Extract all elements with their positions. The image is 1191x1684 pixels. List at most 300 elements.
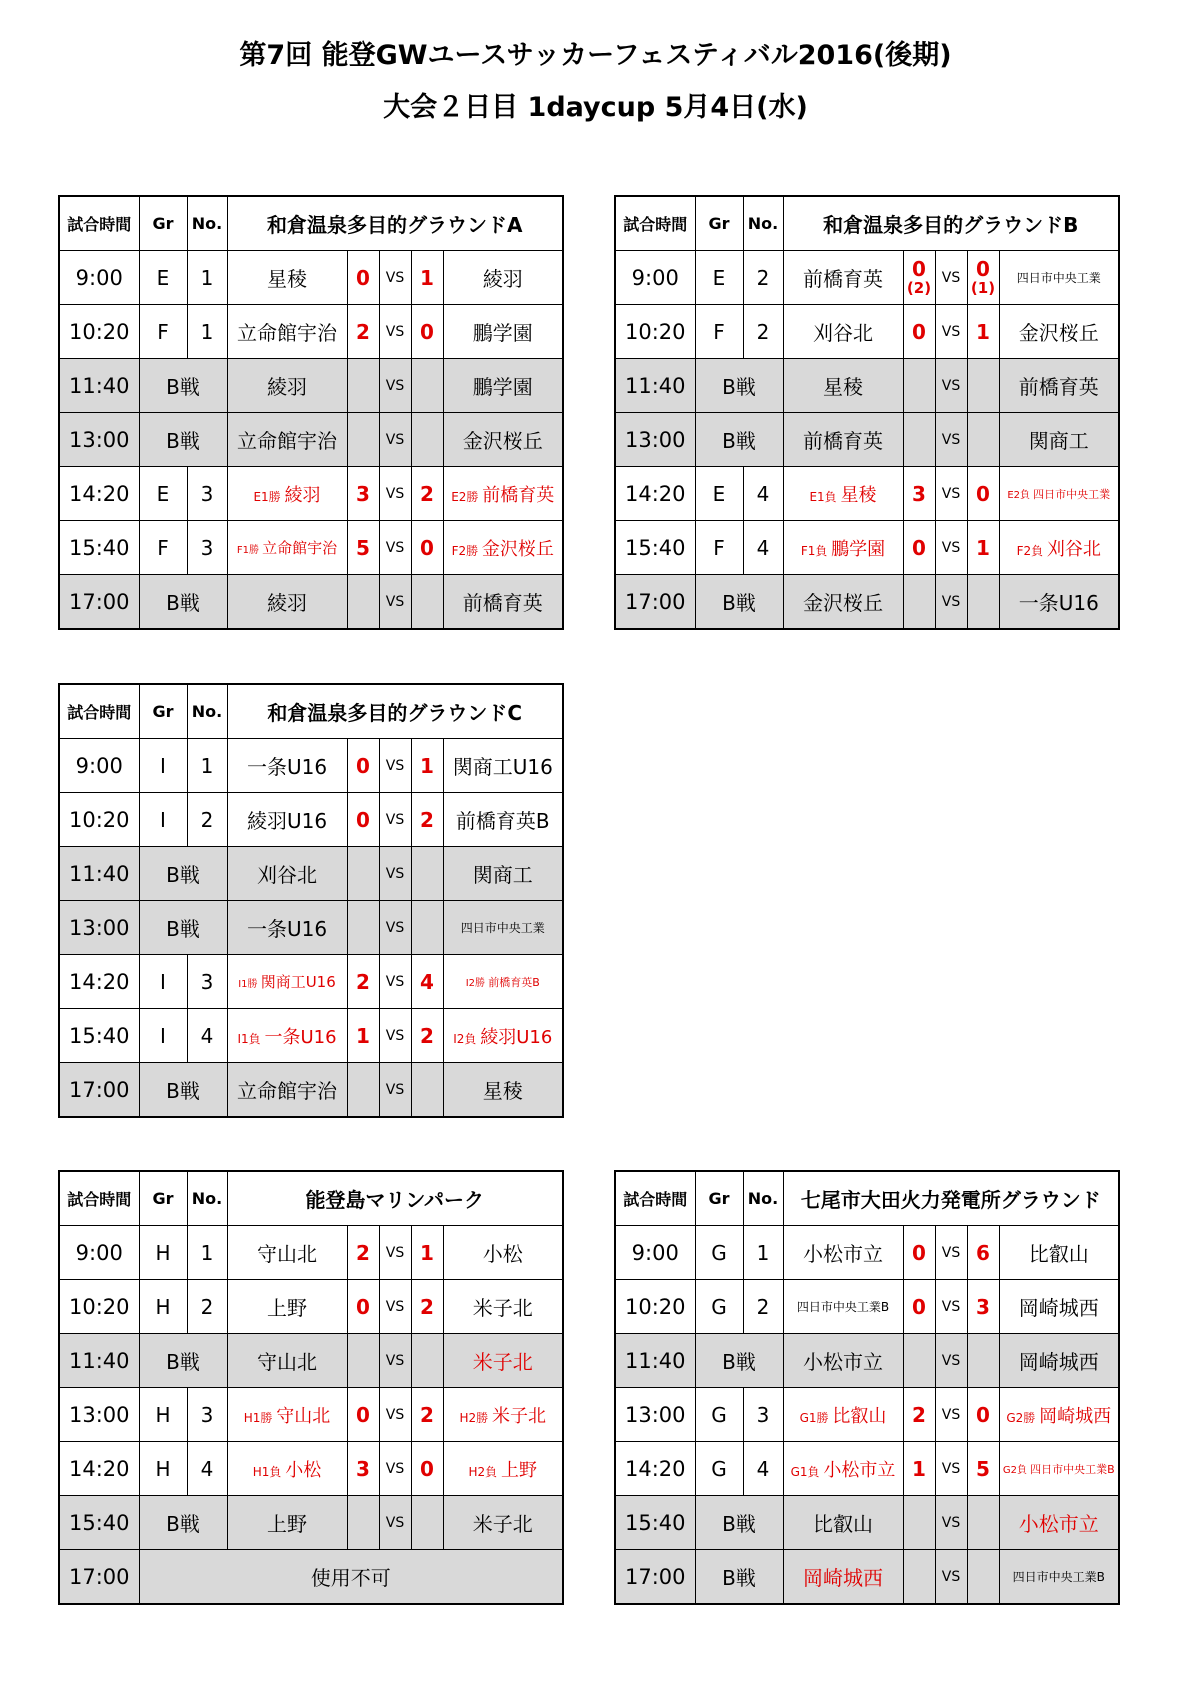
away-team (999, 305, 1119, 359)
team-name: 金沢桜丘 (1018, 321, 1099, 345)
seed-label: F2負 (1016, 543, 1047, 558)
home-team (227, 467, 347, 521)
away-team (999, 467, 1119, 521)
score-value: 0 (912, 257, 926, 281)
team-name: 関商工 (1028, 429, 1089, 453)
table-row (59, 467, 563, 521)
home-team (227, 901, 347, 955)
team-name: 関商工U16 (452, 755, 553, 779)
away-team (443, 1280, 563, 1334)
match-no: 2 (743, 305, 783, 359)
home-team (227, 1442, 347, 1496)
away-team (999, 575, 1119, 630)
match-time: 11:40 (615, 1334, 695, 1388)
b-match-label: B戦 (139, 901, 227, 955)
away-team (443, 847, 563, 901)
match-time: 15:40 (615, 521, 695, 575)
table-row (59, 739, 563, 793)
home-score (903, 305, 935, 359)
team-name: 守山北 (276, 1405, 331, 1427)
home-team (227, 739, 347, 793)
match-no: 2 (187, 1280, 227, 1334)
score-value: 5 (356, 535, 370, 560)
team-name: 米子北 (491, 1405, 546, 1427)
home-team (783, 359, 903, 413)
home-score (347, 1496, 379, 1550)
schedule-table (58, 1170, 564, 1605)
vs-label: VS (935, 1550, 967, 1605)
away-team (999, 1280, 1119, 1334)
match-time: 10:20 (615, 305, 695, 359)
table-row (59, 1009, 563, 1063)
table-row (615, 1226, 1119, 1280)
group-cell: I (139, 739, 187, 793)
b-match-label: B戦 (139, 413, 227, 467)
team-name: 星稜 (823, 375, 863, 399)
group-cell: I (139, 955, 187, 1009)
table-row (615, 1442, 1119, 1496)
away-score (411, 901, 443, 955)
team-name: 星稜 (840, 484, 877, 506)
home-team (783, 1280, 903, 1334)
match-time: 13:00 (615, 413, 695, 467)
away-score (411, 847, 443, 901)
away-team (443, 793, 563, 847)
away-score (967, 1226, 999, 1280)
header-time: 試合時間 (59, 684, 139, 739)
vs-label: VS (379, 1334, 411, 1388)
away-score (967, 1550, 999, 1605)
match-time: 9:00 (615, 251, 695, 305)
home-score (903, 521, 935, 575)
vs-label: VS (379, 1063, 411, 1118)
group-cell: E (695, 251, 743, 305)
match-no: 1 (743, 1226, 783, 1280)
match-time: 15:40 (59, 521, 139, 575)
score-value: 2 (420, 1294, 434, 1319)
group-cell: E (695, 467, 743, 521)
table-row (59, 1226, 563, 1280)
match-time: 14:20 (615, 467, 695, 521)
home-team (783, 1550, 903, 1605)
vs-label: VS (379, 359, 411, 413)
table-row (59, 251, 563, 305)
score-value: 0 (420, 535, 434, 560)
score-value: 0 (420, 319, 434, 344)
away-team (443, 251, 563, 305)
pk-score: (2) (906, 279, 932, 297)
table-row (615, 521, 1119, 575)
match-time: 14:20 (615, 1442, 695, 1496)
home-score (347, 739, 379, 793)
match-time: 11:40 (59, 359, 139, 413)
team-name: 星稜 (267, 267, 307, 291)
home-score (347, 1009, 379, 1063)
score-value: 6 (976, 1240, 990, 1265)
match-time: 13:00 (615, 1388, 695, 1442)
away-score (967, 359, 999, 413)
match-time: 17:00 (59, 1550, 139, 1605)
b-match-label: B戦 (695, 575, 783, 630)
table-header-row (59, 1171, 563, 1226)
home-score (347, 955, 379, 1009)
group-cell: I (139, 1009, 187, 1063)
home-score (903, 413, 935, 467)
seed-label: I2負 (453, 1031, 481, 1046)
table-row (615, 575, 1119, 630)
team-name: 米子北 (472, 1512, 533, 1536)
vs-label: VS (935, 1226, 967, 1280)
group-cell: H (139, 1280, 187, 1334)
home-score (347, 1442, 379, 1496)
home-score (347, 1280, 379, 1334)
away-score (411, 1496, 443, 1550)
away-team (443, 305, 563, 359)
home-team (783, 575, 903, 630)
header-no: No. (187, 1171, 227, 1226)
header-gr: Gr (139, 1171, 187, 1226)
score-value: 5 (976, 1456, 990, 1481)
team-name: 比叡山 (832, 1405, 887, 1427)
vs-label: VS (379, 955, 411, 1009)
match-time: 15:40 (59, 1009, 139, 1063)
seed-label: H1勝 (243, 1410, 277, 1425)
group-cell: H (139, 1388, 187, 1442)
team-name: 一条U16 (246, 917, 328, 941)
score-value: 2 (420, 807, 434, 832)
seed-label: G2負 (1002, 1464, 1031, 1476)
team-name: 前橋育英B (455, 809, 550, 833)
away-team (443, 521, 563, 575)
match-no: 3 (187, 521, 227, 575)
b-match-label: B戦 (695, 413, 783, 467)
b-match-label: B戦 (139, 359, 227, 413)
vs-label: VS (379, 575, 411, 630)
b-match-label: B戦 (139, 847, 227, 901)
seed-label: E2勝 (451, 489, 483, 504)
score-value: 1 (420, 265, 434, 290)
home-score (347, 1334, 379, 1388)
away-score (411, 1388, 443, 1442)
match-no: 2 (187, 793, 227, 847)
team-name: 刈谷北 (813, 321, 873, 345)
table-row (59, 1388, 563, 1442)
schedule-table (614, 195, 1120, 630)
match-time: 9:00 (59, 1226, 139, 1280)
venue-name: 和倉温泉多目的グラウンドB (783, 196, 1119, 251)
vs-label: VS (935, 1280, 967, 1334)
vs-label: VS (379, 901, 411, 955)
schedule-table (58, 195, 564, 630)
header-gr: Gr (695, 1171, 743, 1226)
away-score (967, 1280, 999, 1334)
team-name: 小松市立 (823, 1459, 896, 1481)
away-score (411, 359, 443, 413)
team-name: 金沢桜丘 (481, 538, 554, 560)
team-name: 関商工U16 (260, 973, 336, 991)
home-score (903, 1280, 935, 1334)
vs-label: VS (379, 739, 411, 793)
b-match-label: B戦 (695, 359, 783, 413)
away-team (999, 521, 1119, 575)
match-no: 4 (743, 1442, 783, 1496)
team-name: 一条U16 (264, 1026, 337, 1048)
group-cell: G (695, 1442, 743, 1496)
page-subtitle: 大会２日目 1daycup 5月4日(水) (383, 92, 808, 123)
away-score (411, 575, 443, 630)
closed-note: 使用不可 (139, 1550, 563, 1605)
header-time: 試合時間 (615, 1171, 695, 1226)
header-gr: Gr (695, 196, 743, 251)
table-row (615, 1334, 1119, 1388)
home-team (227, 1496, 347, 1550)
group-cell: F (695, 305, 743, 359)
score-value: 0 (976, 1402, 990, 1427)
b-match-label: B戦 (695, 1496, 783, 1550)
home-score (347, 847, 379, 901)
away-score (411, 739, 443, 793)
team-name: 一条U16 (246, 755, 328, 779)
team-name: 前橋育英 (1018, 375, 1099, 399)
away-team (999, 1226, 1119, 1280)
header-no: No. (743, 196, 783, 251)
score-value: 2 (356, 1240, 370, 1265)
match-no: 4 (743, 521, 783, 575)
team-name: 星稜 (482, 1079, 523, 1103)
score-value: 3 (976, 1294, 990, 1319)
home-score (347, 359, 379, 413)
away-score (411, 413, 443, 467)
score-value: 2 (356, 969, 370, 994)
vs-label: VS (379, 521, 411, 575)
table-row (59, 793, 563, 847)
table-header-row (615, 1171, 1119, 1226)
table-row (615, 1388, 1119, 1442)
header-no: No. (187, 684, 227, 739)
score-value: 3 (356, 481, 370, 506)
team-name: 四日市中央工業B (796, 1300, 890, 1314)
team-name: 岡崎城西 (1018, 1350, 1099, 1374)
away-score (411, 1442, 443, 1496)
table-row (59, 1063, 563, 1118)
home-team (783, 1442, 903, 1496)
table-row (615, 1280, 1119, 1334)
home-score (903, 1496, 935, 1550)
table-header-row (59, 684, 563, 739)
away-score (411, 467, 443, 521)
seed-label: I1負 (237, 1031, 265, 1046)
vs-label: VS (379, 847, 411, 901)
home-team (783, 1334, 903, 1388)
team-name: 綾羽U16 (480, 1026, 553, 1048)
table-row (615, 413, 1119, 467)
home-score (347, 467, 379, 521)
away-team (999, 1334, 1119, 1388)
b-match-label: B戦 (695, 1550, 783, 1605)
home-score (903, 1334, 935, 1388)
table-row (59, 413, 563, 467)
seed-label: E2負 (1007, 489, 1034, 501)
group-cell: G (695, 1388, 743, 1442)
team-name: 四日市中央工業B (1012, 1570, 1105, 1584)
away-team (443, 901, 563, 955)
team-name: 岡崎城西 (1018, 1296, 1099, 1320)
seed-label: H1負 (252, 1464, 286, 1479)
team-name: 金沢桜丘 (803, 591, 883, 615)
seed-label: F1負 (800, 543, 832, 558)
score-value: 3 (356, 1456, 370, 1481)
team-name: 鵬学園 (472, 375, 533, 399)
away-team (443, 1388, 563, 1442)
team-name: 岡崎城西 (1039, 1405, 1112, 1427)
seed-label: G1勝 (799, 1410, 833, 1425)
home-score (347, 305, 379, 359)
score-value: 0 (912, 319, 926, 344)
team-name: 鵬学園 (472, 321, 533, 345)
match-time: 13:00 (59, 1388, 139, 1442)
table-row (615, 305, 1119, 359)
home-score (347, 575, 379, 630)
group-cell: F (139, 305, 187, 359)
home-score (903, 467, 935, 521)
away-team (443, 413, 563, 467)
home-score (347, 1063, 379, 1118)
home-team (783, 251, 903, 305)
vs-label: VS (379, 1009, 411, 1063)
team-name: 鵬学園 (831, 538, 886, 560)
home-score (903, 575, 935, 630)
venue-name: 和倉温泉多目的グラウンドC (227, 684, 563, 739)
table-row (615, 1550, 1119, 1605)
vs-label: VS (935, 521, 967, 575)
home-score (347, 1226, 379, 1280)
match-time: 14:20 (59, 467, 139, 521)
home-team (227, 1280, 347, 1334)
table-row (59, 1334, 563, 1388)
vs-label: VS (935, 1442, 967, 1496)
match-no: 3 (187, 1388, 227, 1442)
away-score (411, 521, 443, 575)
header-time: 試合時間 (59, 1171, 139, 1226)
header-gr: Gr (139, 684, 187, 739)
team-name: 刈谷北 (1046, 538, 1101, 560)
score-value: 2 (356, 319, 370, 344)
away-team (999, 359, 1119, 413)
table-row (59, 1496, 563, 1550)
score-value: 1 (976, 319, 990, 344)
b-match-label: B戦 (139, 575, 227, 630)
home-score (903, 359, 935, 413)
team-name: 前橋育英 (482, 484, 555, 506)
home-score (903, 1388, 935, 1442)
match-time: 14:20 (59, 955, 139, 1009)
page-title: 第7回 能登GWユースサッカーフェスティバル2016(後期) (239, 40, 952, 71)
team-name: 上野 (267, 1512, 307, 1536)
seed-label: F1勝 (236, 545, 263, 556)
match-time: 17:00 (615, 1550, 695, 1605)
home-score (903, 251, 935, 305)
schedule-table (614, 1170, 1120, 1605)
match-no: 3 (187, 955, 227, 1009)
match-time: 17:00 (615, 575, 695, 630)
team-name: 綾羽 (482, 267, 523, 291)
home-team (783, 1226, 903, 1280)
team-name: 米子北 (472, 1350, 533, 1374)
away-score (967, 305, 999, 359)
venue-name: 能登島マリンパーク (227, 1171, 563, 1226)
away-team (443, 575, 563, 630)
vs-label: VS (935, 1496, 967, 1550)
match-no: 2 (743, 1280, 783, 1334)
team-name: 一条U16 (1018, 591, 1099, 615)
header-time: 試合時間 (615, 196, 695, 251)
away-score (967, 251, 999, 305)
vs-label: VS (379, 467, 411, 521)
away-score (411, 1063, 443, 1118)
team-name: 米子北 (472, 1296, 533, 1320)
away-team (443, 467, 563, 521)
score-value: 3 (912, 481, 926, 506)
team-name: 綾羽 (284, 484, 321, 506)
away-team (443, 1226, 563, 1280)
home-team (227, 1063, 347, 1118)
table-row (615, 1496, 1119, 1550)
seed-label: H2勝 (459, 1410, 492, 1425)
vs-label: VS (935, 1388, 967, 1442)
vs-label: VS (935, 305, 967, 359)
seed-label: I2勝 (465, 977, 489, 989)
match-time: 17:00 (59, 575, 139, 630)
table-row (615, 359, 1119, 413)
vs-label: VS (379, 1442, 411, 1496)
score-value: 0 (976, 481, 990, 506)
team-name: 上野 (267, 1296, 307, 1320)
score-value: 4 (420, 969, 434, 994)
team-name: 関商工 (472, 863, 533, 887)
home-team (783, 1496, 903, 1550)
group-cell: F (695, 521, 743, 575)
team-name: 綾羽U16 (246, 809, 328, 833)
b-match-label: B戦 (139, 1063, 227, 1118)
match-no: 1 (187, 251, 227, 305)
away-score (967, 575, 999, 630)
away-score (411, 793, 443, 847)
home-score (347, 793, 379, 847)
team-name: 四日市中央工業B (1030, 1462, 1115, 1476)
home-team (227, 521, 347, 575)
home-team (227, 793, 347, 847)
home-team (783, 1388, 903, 1442)
home-team (227, 1388, 347, 1442)
match-time: 10:20 (615, 1280, 695, 1334)
vs-label: VS (935, 251, 967, 305)
home-team (227, 305, 347, 359)
away-team (999, 1388, 1119, 1442)
vs-label: VS (379, 413, 411, 467)
table-row (59, 847, 563, 901)
table-row (59, 901, 563, 955)
match-no: 3 (743, 1388, 783, 1442)
team-name: 四日市中央工業 (460, 921, 545, 935)
match-no: 1 (187, 1226, 227, 1280)
home-team (227, 359, 347, 413)
vs-label: VS (935, 467, 967, 521)
home-score (347, 521, 379, 575)
home-team (227, 1226, 347, 1280)
match-no: 3 (187, 467, 227, 521)
vs-label: VS (379, 1388, 411, 1442)
table-row (59, 359, 563, 413)
